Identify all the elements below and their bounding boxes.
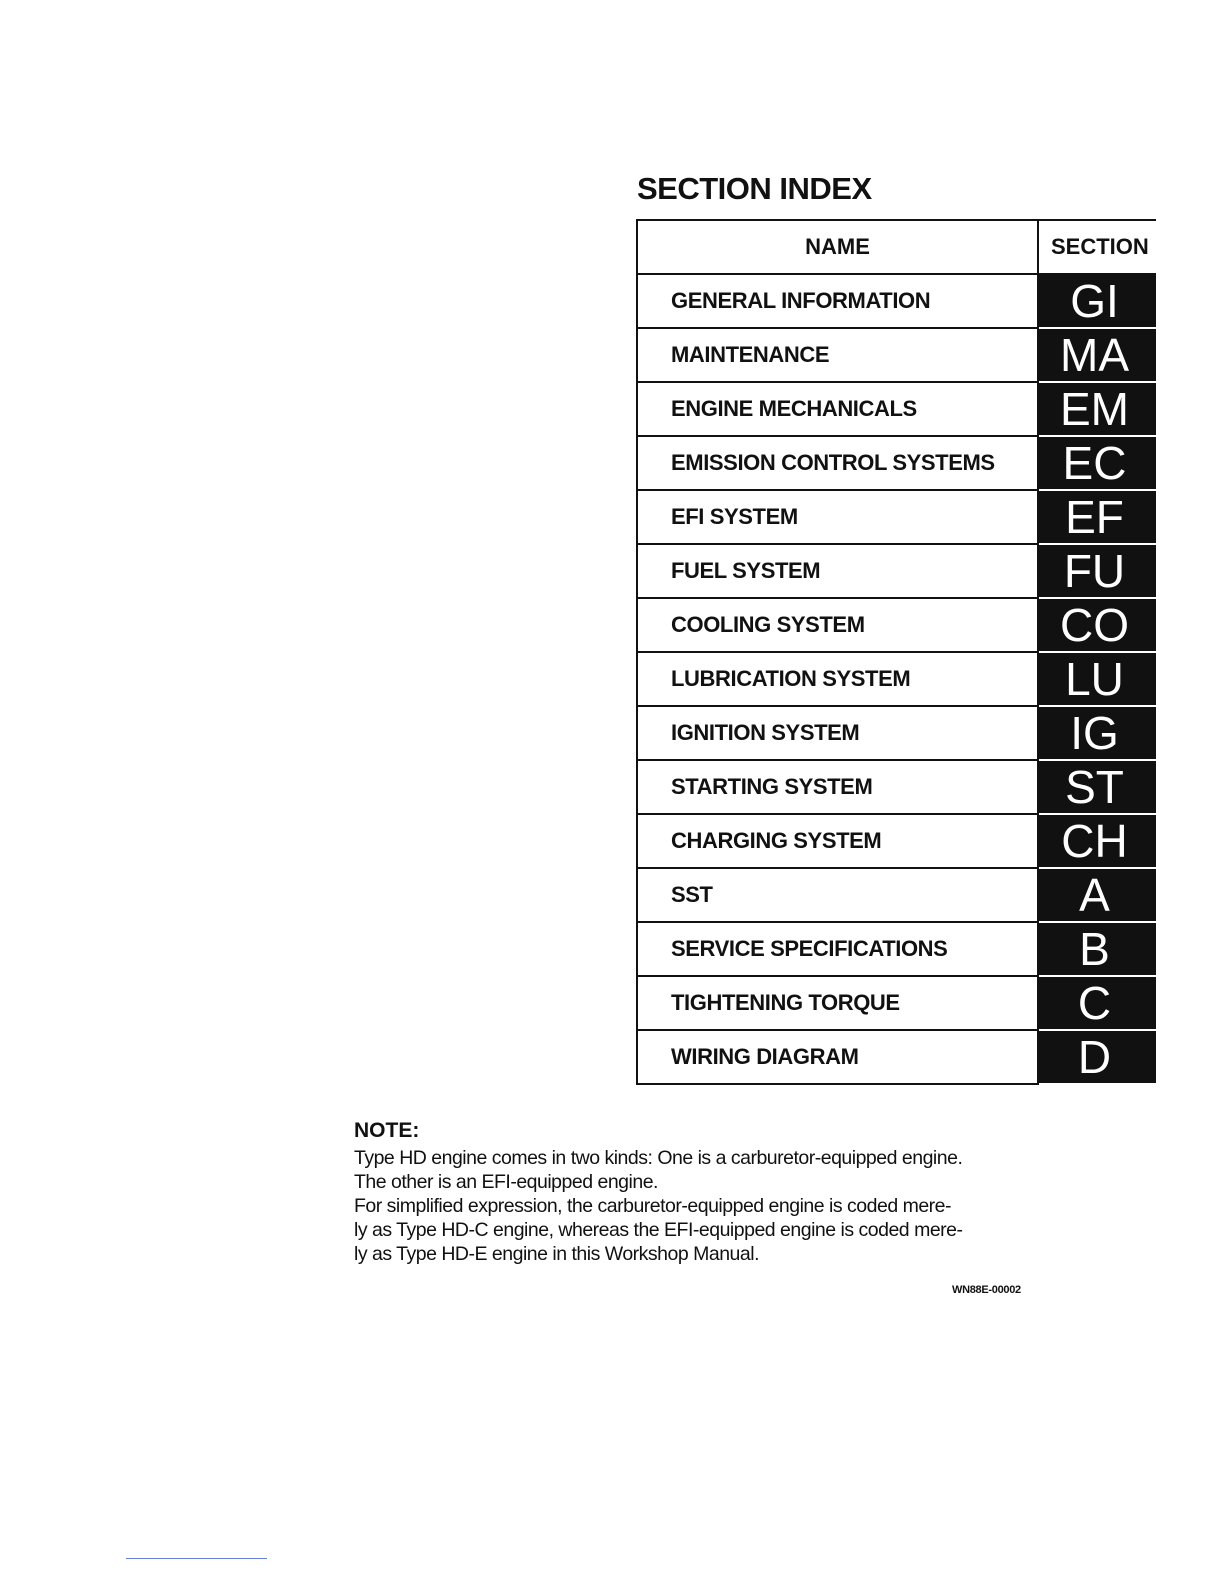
section-tab[interactable]: FU bbox=[1038, 544, 1156, 598]
section-name[interactable]: COOLING SYSTEM bbox=[637, 598, 1038, 652]
table-row[interactable] bbox=[637, 760, 1156, 814]
document-code: WN88E-00002 bbox=[952, 1284, 1021, 1296]
section-name[interactable]: STARTING SYSTEM bbox=[637, 760, 1038, 814]
header-name: NAME bbox=[637, 220, 1038, 274]
table-row[interactable] bbox=[637, 274, 1156, 328]
section-name[interactable]: FUEL SYSTEM bbox=[637, 544, 1038, 598]
section-tab[interactable]: D bbox=[1038, 1030, 1156, 1084]
section-tab[interactable]: A bbox=[1038, 868, 1156, 922]
note-block bbox=[354, 1118, 1034, 1266]
table-row[interactable] bbox=[637, 328, 1156, 382]
section-tab[interactable]: CH bbox=[1038, 814, 1156, 868]
note-line: ly as Type HD-E engine in this Workshop Manual. bbox=[354, 1243, 759, 1265]
section-tab[interactable]: IG bbox=[1038, 706, 1156, 760]
section-name[interactable]: IGNITION SYSTEM bbox=[637, 706, 1038, 760]
table-row[interactable] bbox=[637, 544, 1156, 598]
table-row[interactable] bbox=[637, 652, 1156, 706]
section-name[interactable]: EMISSION CONTROL SYSTEMS bbox=[637, 436, 1038, 490]
section-tab[interactable]: ST bbox=[1038, 760, 1156, 814]
section-tab[interactable]: GI bbox=[1038, 274, 1156, 328]
section-tab[interactable]: C bbox=[1038, 976, 1156, 1030]
header-section: SECTION bbox=[1038, 220, 1156, 274]
section-tab[interactable]: EF bbox=[1038, 490, 1156, 544]
section-tab[interactable]: LU bbox=[1038, 652, 1156, 706]
section-name[interactable]: LUBRICATION SYSTEM bbox=[637, 652, 1038, 706]
section-name[interactable]: SST bbox=[637, 868, 1038, 922]
note-line: Type HD engine comes in two kinds: One is a carburetor-equipped engine. bbox=[354, 1147, 963, 1169]
section-name[interactable]: EFI SYSTEM bbox=[637, 490, 1038, 544]
table-row[interactable] bbox=[637, 868, 1156, 922]
section-tab[interactable]: EM bbox=[1038, 382, 1156, 436]
table-row[interactable] bbox=[637, 922, 1156, 976]
section-name[interactable]: ENGINE MECHANICALS bbox=[637, 382, 1038, 436]
note-line: The other is an EFI-equipped engine. bbox=[354, 1171, 658, 1193]
section-name[interactable]: MAINTENANCE bbox=[637, 328, 1038, 382]
page-title: SECTION INDEX bbox=[637, 171, 872, 206]
section-name[interactable]: TIGHTENING TORQUE bbox=[637, 976, 1038, 1030]
table-row[interactable] bbox=[637, 598, 1156, 652]
table-row[interactable] bbox=[637, 814, 1156, 868]
note-heading: NOTE: bbox=[354, 1119, 420, 1142]
table-header-row bbox=[637, 220, 1156, 274]
table-row[interactable] bbox=[637, 1030, 1156, 1084]
section-name[interactable]: GENERAL INFORMATION bbox=[637, 274, 1038, 328]
table-row[interactable] bbox=[637, 706, 1156, 760]
section-tab[interactable]: EC bbox=[1038, 436, 1156, 490]
section-tab[interactable]: CO bbox=[1038, 598, 1156, 652]
table-row[interactable] bbox=[637, 382, 1156, 436]
section-tab[interactable]: B bbox=[1038, 922, 1156, 976]
table-row[interactable] bbox=[637, 976, 1156, 1030]
section-name[interactable]: SERVICE SPECIFICATIONS bbox=[637, 922, 1038, 976]
note-line: For simplified expression, the carburetor-equipped engine is coded mere- bbox=[354, 1195, 951, 1217]
note-line: ly as Type HD-C engine, whereas the EFI-equipped engine is coded mere- bbox=[354, 1219, 963, 1241]
table-row[interactable] bbox=[637, 436, 1156, 490]
section-index-table bbox=[636, 219, 1156, 1085]
section-name[interactable]: CHARGING SYSTEM bbox=[637, 814, 1038, 868]
section-name[interactable]: WIRING DIAGRAM bbox=[637, 1030, 1038, 1084]
table-row[interactable] bbox=[637, 490, 1156, 544]
footer-rule bbox=[126, 1558, 267, 1559]
section-tab[interactable]: MA bbox=[1038, 328, 1156, 382]
